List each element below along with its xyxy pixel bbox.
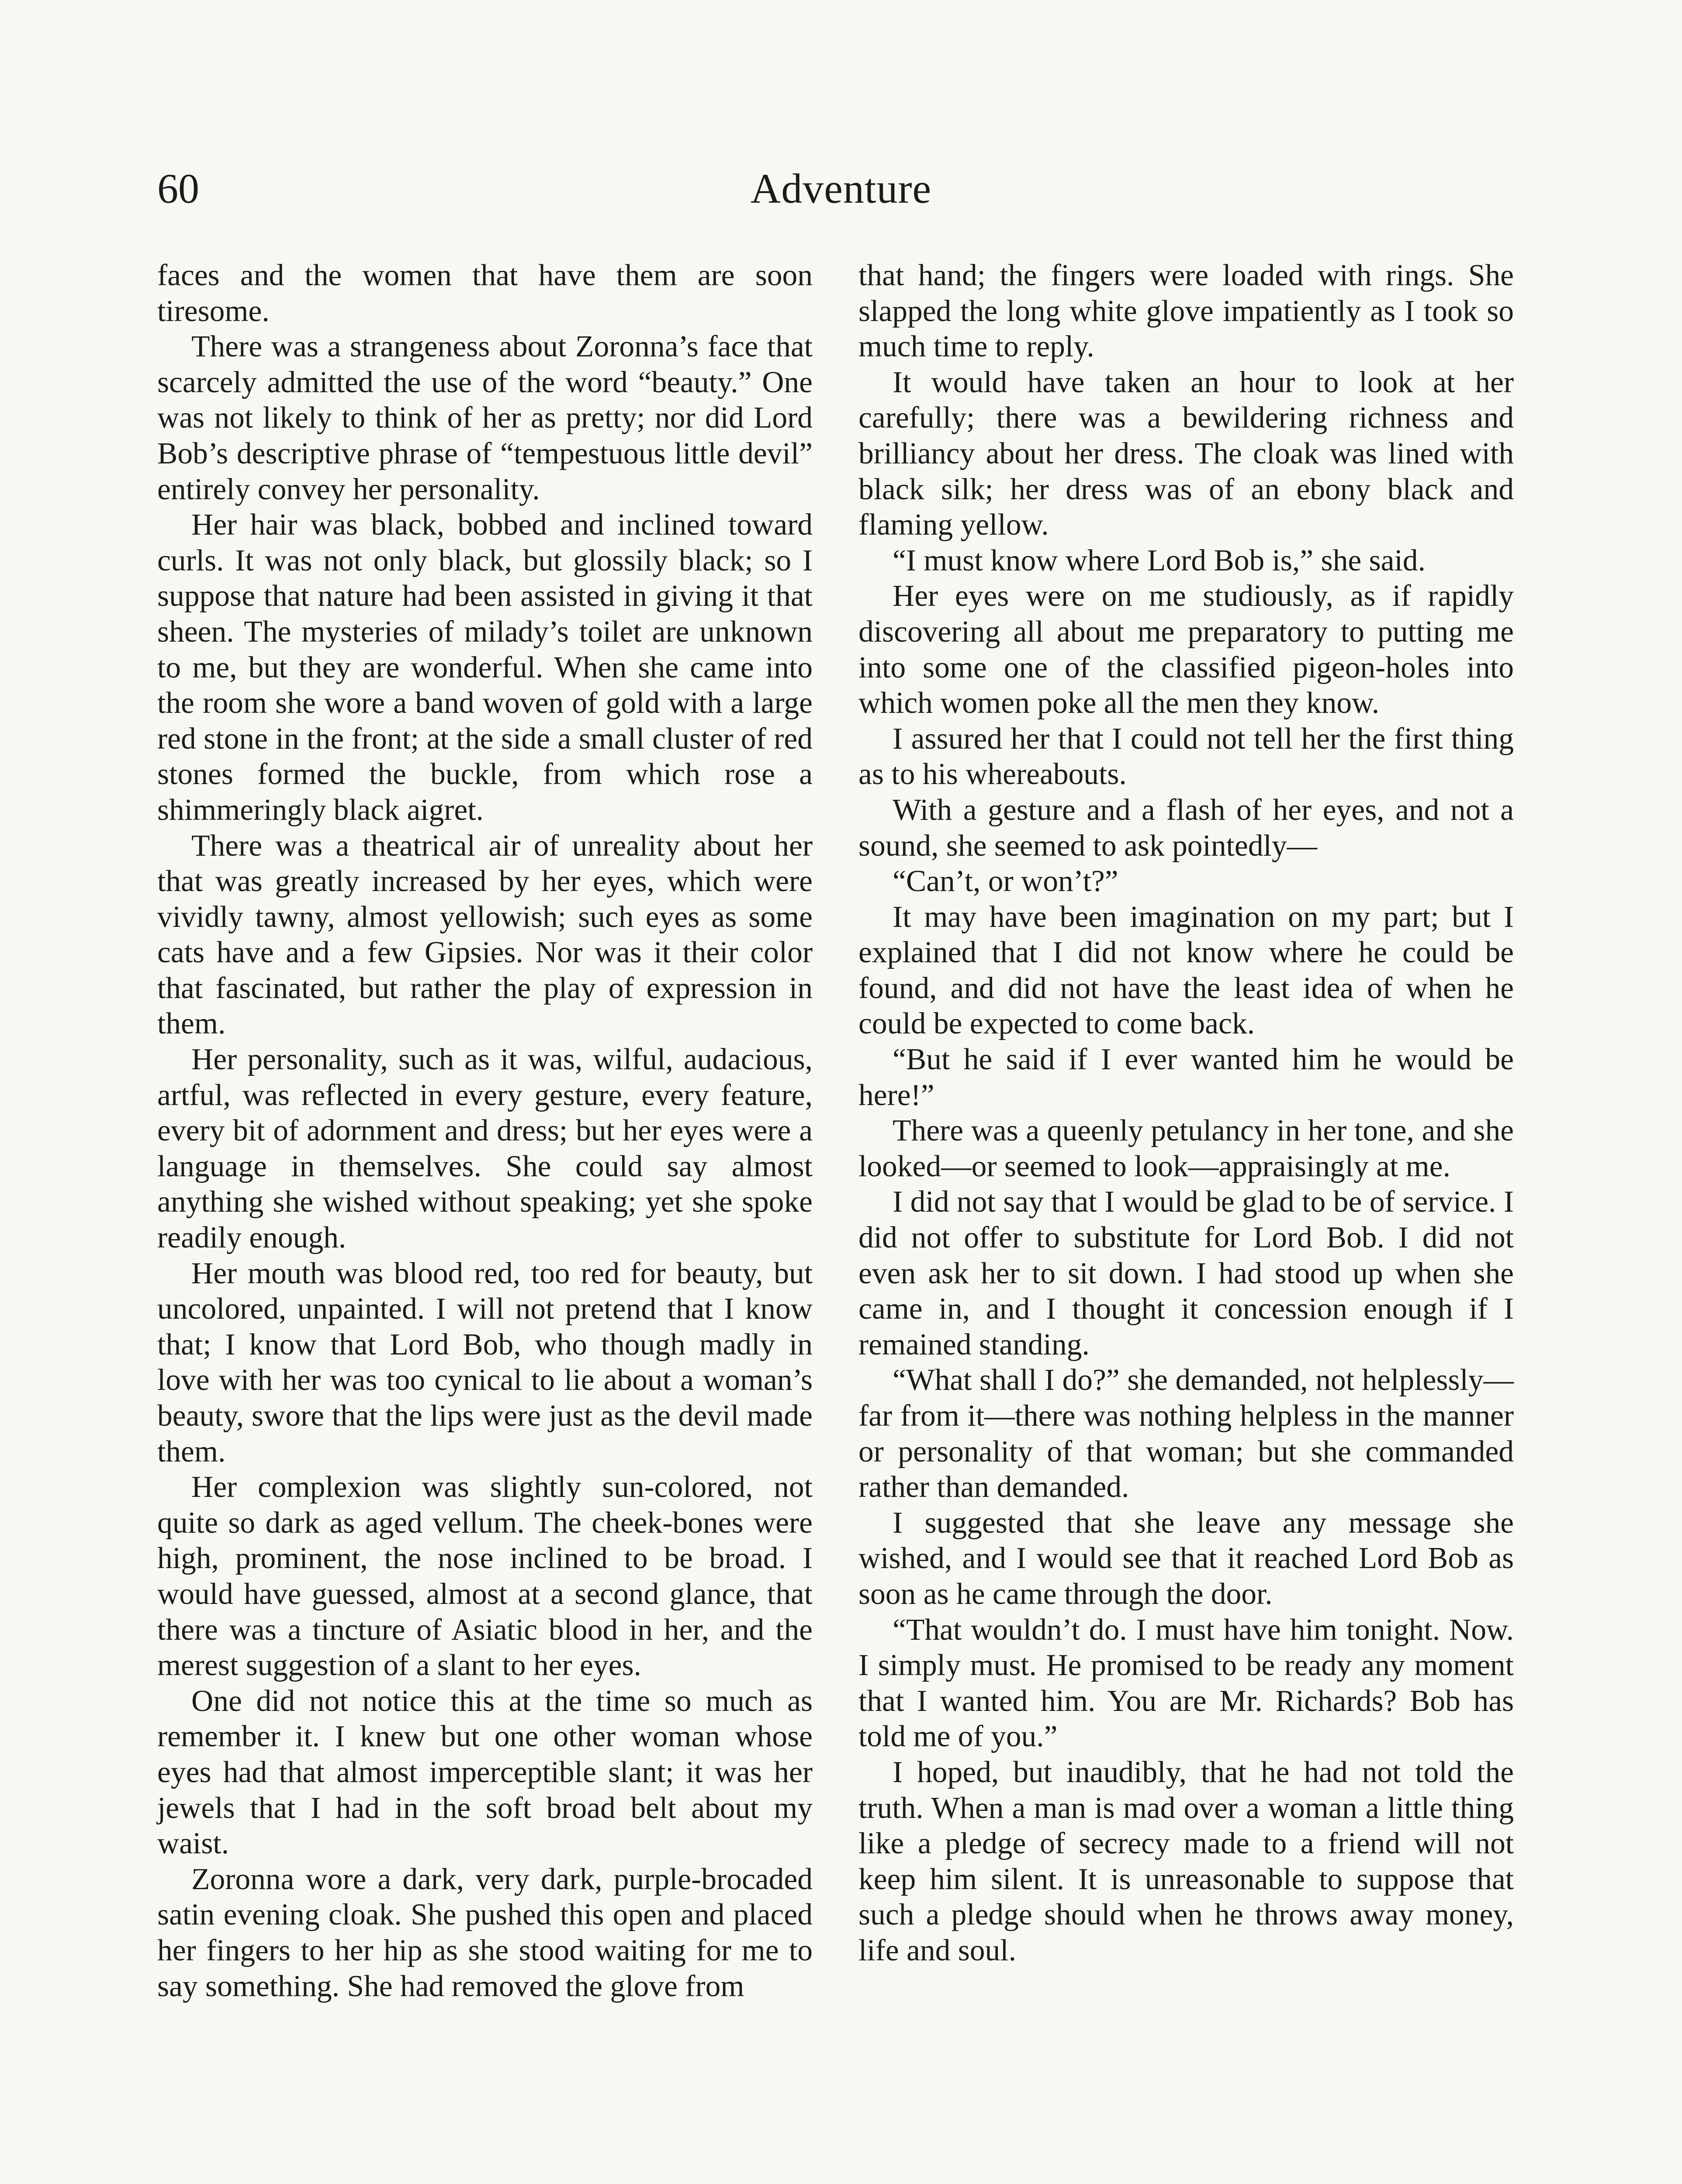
- paragraph: I hoped, but inaudibly, that he had not told the truth. When a man is mad over a woman a little thing like a pledge of secrecy made to a friend will not keep him silent. It is unreasonable to suppose that such a pledge should when he throws away money, life and soul.: [858, 1755, 1514, 1967]
- paragraph: “That wouldn’t do. I must have him tonight. Now. I simply must. He promised to be ready any moment that I wanted him. You are Mr. Richards? Bob has told me of you.”: [858, 1613, 1514, 1754]
- right-column: [858, 258, 1514, 1969]
- paragraph: There was a queenly petulancy in her tone, and she looked—or seemed to look—appraisingly at me.: [858, 1114, 1514, 1183]
- paragraph: Her complexion was slightly sun-colored, not quite so dark as aged vellum. The cheek-bones were high, prominent, the nose inclined to be broad. I would have guessed, almost at a second glance, that there was a tincture of Asiatic blood in her, and the merest suggestion of a slant to her eyes.: [157, 1470, 813, 1683]
- page-number: 60: [157, 165, 199, 212]
- paragraph: faces and the women that have them are soon tiresome.: [157, 259, 813, 328]
- paragraph: I suggested that she leave any message she wished, and I would see that it reached Lord Bob as soon as he came through the door.: [858, 1506, 1514, 1611]
- paragraph: It may have been imagination on my part; but I explained that I did not know where he could be found, and did not have the least idea of when he could be expected to come back.: [858, 900, 1514, 1041]
- paragraph: Her hair was black, bobbed and inclined toward curls. It was not only black, but glossily black; so I suppose that nature had been assisted in giving it that sheen. The mysteries of milady’s toilet are unknown to me, but they are wonderful. When she came into the room she wore a band woven of gold with a large red stone in the front; at the side a small cluster of red stones formed the buckle, from which rose a shimmeringly black aigret.: [157, 508, 813, 827]
- paragraph: With a gesture and a flash of her eyes, and not a sound, she seemed to ask pointedly—: [858, 793, 1514, 863]
- paragraph: Zoronna wore a dark, very dark, purple-brocaded satin evening cloak. She pushed this open and placed her fingers to her hip as she stood waiting for me to say something. She had removed the glove from: [157, 1862, 813, 2003]
- paragraph: There was a theatrical air of unreality about her that was greatly increased by her eyes, which were vividly tawny, almost yellowish; such eyes as some cats have and a few Gipsies. Nor was it their color that fascinated, but rather the play of expression in them.: [157, 829, 813, 1041]
- paragraph: It would have taken an hour to look at her carefully; there was a bewildering richness and brilliancy about her dress. The cloak was lined with black silk; her dress was of an ebony black and flaming yellow.: [858, 365, 1514, 542]
- paragraph: that hand; the fingers were loaded with rings. She slapped the long white glove impatiently as I took so much time to reply.: [858, 259, 1514, 364]
- paragraph: “Can’t, or won’t?”: [893, 864, 1118, 898]
- paragraph: There was a strangeness about Zoronna’s face that scarcely admitted the use of the word “beauty.” One was not likely to think of her as pretty; nor did Lord Bob’s descriptive phrase of “tempestuous little devil” entirely convey her personality.: [157, 330, 813, 506]
- paragraph: One did not notice this at the time so much as remember it. I knew but one other woman whose eyes had that almost imperceptible slant; it was her jewels that I had in the soft broad belt about my waist.: [157, 1684, 813, 1861]
- paragraph: “I must know where Lord Bob is,” she said.: [893, 543, 1426, 577]
- paragraph: Her mouth was blood red, too red for beauty, but uncolored, unpainted. I will not pretend that I know that; I know that Lord Bob, who though madly in love with her was too cynical to lie about a woman’s beauty, swore that the lips were just as the devil made them.: [157, 1256, 813, 1469]
- paragraph: Her eyes were on me studiously, as if rapidly discovering all about me preparatory to putting me into some one of the classified pigeon-holes into which women poke all the men they know.: [858, 579, 1514, 720]
- paragraph: Her personality, such as it was, wilful, audacious, artful, was reflected in every gesture, every feature, every bit of adornment and dress; but her eyes were a language in themselves. She could say almost anything she wished without speaking; yet she spoke readily enough.: [157, 1043, 813, 1255]
- paragraph: I did not say that I would be glad to be of service. I did not offer to substitute for Lord Bob. I did not even ask her to sit down. I had stood up when she came in, and I thought it concession enough if I remained standing.: [858, 1185, 1514, 1362]
- running-title: Adventure: [750, 165, 932, 212]
- paragraph: I assured her that I could not tell her the first thing as to his whereabouts.: [858, 722, 1514, 791]
- left-column: [157, 258, 813, 2004]
- paragraph: “But he said if I ever wanted him he would be here!”: [858, 1043, 1514, 1112]
- paragraph: “What shall I do?” she demanded, not helplessly—far from it—there was nothing helpless in the manner or personality of that woman; but she commanded rather than demanded.: [858, 1363, 1514, 1504]
